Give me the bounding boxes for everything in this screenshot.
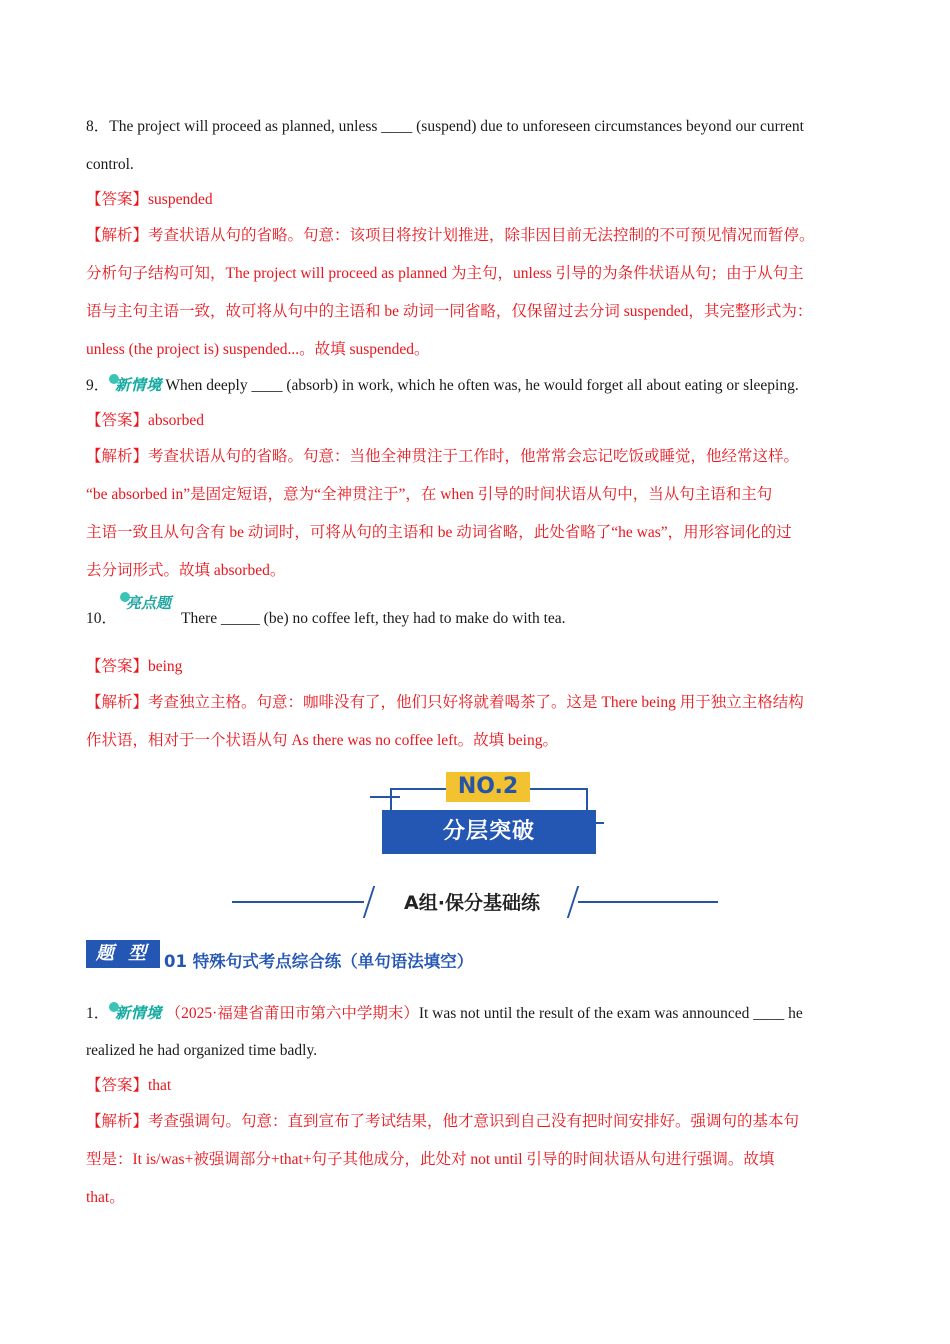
q8-stem-line2: control. — [86, 156, 134, 173]
highlight-question-badge: 亮点题 — [120, 592, 171, 613]
q10-number: 10． — [86, 610, 118, 627]
q1-text: It was not until the result of the exam was announced ____ he — [418, 1005, 803, 1022]
q8-stem-line1: 8．The project will proceed as planned, unless ____ (suspend) due to unforeseen circumstances beyond our current — [86, 118, 804, 135]
q1-number: 1． — [86, 1005, 110, 1022]
new-context-badge: 新情境 — [109, 1002, 162, 1024]
q10-text: There _____ (be) no coffee left, they had to make do with tea. — [181, 610, 566, 627]
q1-analysis-line3: that。 — [86, 1189, 125, 1206]
banner-title: 分层突破 — [382, 810, 596, 854]
q10-analysis-line1: 【解析】考查独立主格。句意：咖啡没有了，他们只好将就着喝茶了。这是 There being 用于独立主格结构 — [86, 694, 804, 711]
group-divider — [232, 884, 718, 920]
q8-analysis-line4: unless (the project is) suspended...。故填 suspended。 — [86, 341, 430, 358]
question-type-badge: 题 型 — [86, 940, 160, 968]
group-title: A组·保分基础练 — [404, 892, 540, 914]
q8-analysis-line1: 【解析】考查状语从句的省略。句意：该项目将按计划推进，除非因目前无法控制的不可预见情况而暂停。 — [86, 227, 815, 244]
q9-analysis-line1: 【解析】考查状语从句的省略。句意：当他全神贯注于工作时，他常常会忘记吃饭或睡觉，他经常这样。 — [86, 448, 800, 465]
q8-analysis-line3: 语与主句主语一致，故可将从句中的主语和 be 动词一同省略，仅保留过去分词 suspended，其完整形式为： — [86, 303, 813, 320]
banner-number: NO.2 — [446, 772, 530, 802]
q1-analysis-line2: 型是：It is/was+被强调部分+that+句子其他成分，此处对 not until 引导的时间状语从句进行强调。故填 — [86, 1151, 775, 1168]
q10-stem — [86, 608, 876, 630]
q1-source: （2025·福建省莆田市第六中学期末） — [165, 1005, 419, 1022]
q1-stem-line2: realized he had organized time badly. — [86, 1042, 318, 1059]
q1-answer: 【答案】that — [86, 1077, 172, 1094]
q1-analysis-line1: 【解析】考查强调句。句意：直到宣布了考试结果，他才意识到自己没有把时间安排好。强调句的基本句 — [86, 1113, 800, 1130]
question-type-title: 01 特殊句式考点综合练（单句语法填空） — [164, 952, 474, 971]
q9-number: 9． — [86, 377, 110, 394]
q8-analysis-line2: 分析句子结构可知，The project will proceed as planned 为主句，unless 引导的为条件状语从句；由于从句主 — [86, 265, 804, 282]
q9-analysis-line2: “be absorbed in”是固定短语，意为“全神贯注于”，在 when 引导的时间状语从句中，当从句主语和主句 — [86, 486, 773, 503]
q10-answer: 【答案】being — [86, 658, 183, 675]
q10-analysis-line2: 作状语，相对于一个状语从句 As there was no coffee left。故填 being。 — [86, 732, 558, 749]
q9-stem — [86, 374, 876, 397]
q8-answer: 【答案】suspended — [86, 191, 213, 208]
q9-text: When deeply ____ (absorb) in work, which he often was, he would forget all about eating or sleeping. — [165, 377, 799, 394]
q9-analysis-line4: 去分词形式。故填 absorbed。 — [86, 562, 286, 579]
q1-stem-line1 — [86, 1002, 876, 1025]
q9-answer: 【答案】absorbed — [86, 412, 204, 429]
new-context-badge: 新情境 — [109, 374, 162, 396]
section-banner — [370, 772, 602, 858]
q9-analysis-line3: 主语一致且从句含有 be 动词时，可将从句的主语和 be 动词省略，此处省略了“he was”，用形容词化的过 — [86, 524, 792, 541]
